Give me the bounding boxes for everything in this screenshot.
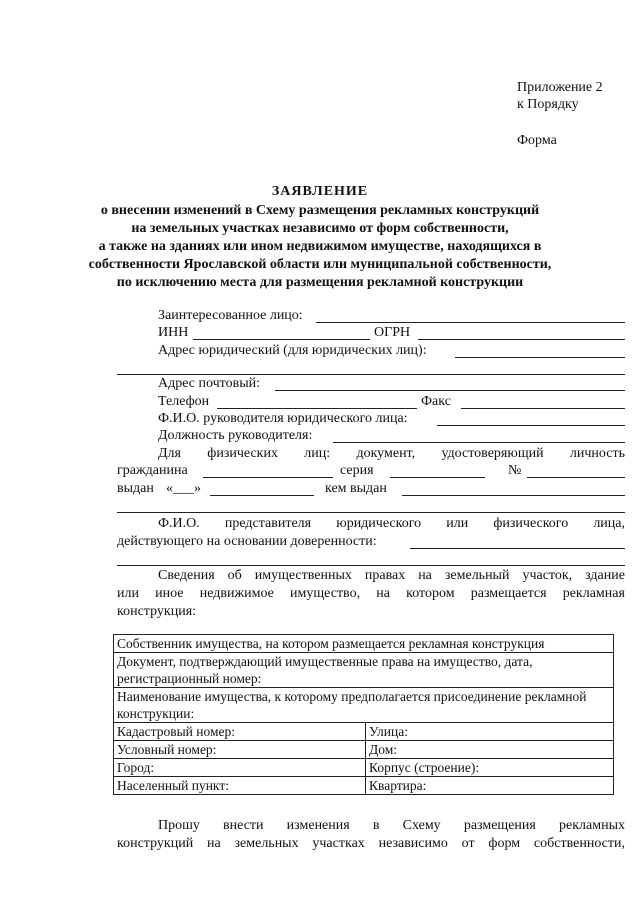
property-word: участок, bbox=[522, 568, 573, 583]
title-line-4: собственности Ярославской области или муниципальной собственности, bbox=[88, 257, 552, 272]
table-row bbox=[114, 653, 614, 688]
property-word: котором bbox=[406, 586, 455, 601]
citizen-label: гражданина bbox=[117, 463, 188, 478]
table-row bbox=[114, 723, 614, 741]
building-cell[interactable]: Корпус (строение): bbox=[366, 759, 614, 777]
request-line-1 bbox=[158, 818, 625, 834]
property-word: иное bbox=[155, 586, 184, 601]
request-word: в bbox=[372, 818, 380, 833]
representative-word: представителя bbox=[224, 516, 312, 531]
document-title: ЗАЯВЛЕНИЕ bbox=[271, 184, 369, 199]
order-label: к Порядку bbox=[517, 97, 579, 112]
representative-word: или bbox=[446, 516, 469, 531]
individuals-word: личность bbox=[569, 446, 625, 461]
request-word: собственности, bbox=[533, 836, 625, 851]
request-word: рекламных bbox=[559, 818, 625, 833]
head-position-field[interactable] bbox=[333, 442, 625, 443]
representative-word: физического bbox=[493, 516, 569, 531]
property-table bbox=[113, 634, 614, 795]
interested-party-label: Заинтересованное лицо: bbox=[158, 308, 303, 323]
fax-field[interactable] bbox=[461, 408, 625, 409]
property-rights-line-3: конструкция: bbox=[117, 604, 197, 619]
property-word: земельный bbox=[444, 568, 510, 583]
property-word: размещается bbox=[470, 586, 547, 601]
request-word: независимо bbox=[378, 836, 448, 851]
property-rights-line-2 bbox=[117, 586, 625, 602]
property-word: недвижимое bbox=[199, 586, 274, 601]
request-word: изменения bbox=[286, 818, 350, 833]
issued-date-day[interactable]: «___» bbox=[166, 481, 201, 496]
request-word: на bbox=[206, 836, 221, 851]
legal-address-label: Адрес юридический (для юридических лиц): bbox=[158, 343, 427, 358]
request-word: участках bbox=[312, 836, 365, 851]
individuals-line bbox=[158, 446, 625, 462]
request-word: размещения bbox=[463, 818, 536, 833]
title-line-2: на земельных участках независимо от форм собственности, bbox=[131, 221, 509, 236]
representative-line bbox=[158, 516, 625, 532]
interested-party-field[interactable] bbox=[316, 322, 625, 323]
representative-word: Ф.И.О. bbox=[158, 516, 200, 531]
request-word: от bbox=[461, 836, 475, 851]
property-word: правах bbox=[364, 568, 406, 583]
series-label: серия bbox=[340, 463, 374, 478]
table-row bbox=[114, 759, 614, 777]
property-word: Сведения bbox=[158, 568, 215, 583]
conditional-number-cell[interactable]: Условный номер: bbox=[114, 741, 366, 759]
ogrn-field[interactable] bbox=[418, 339, 625, 340]
property-word: на bbox=[418, 568, 432, 583]
legal-address-field-continued[interactable] bbox=[117, 374, 625, 375]
request-word: Прошу bbox=[158, 818, 200, 833]
document-type-field[interactable] bbox=[203, 477, 333, 478]
property-word: имущественных bbox=[254, 568, 352, 583]
form-label: Форма bbox=[517, 133, 557, 148]
representative-word: юридического bbox=[336, 516, 422, 531]
individuals-word: Для bbox=[158, 446, 181, 461]
postal-address-field[interactable] bbox=[275, 390, 625, 391]
postal-address-label: Адрес почтовый: bbox=[158, 376, 261, 391]
title-line-1: о внесении изменений в Схему размещения рекламных конструкций bbox=[100, 203, 540, 218]
property-name-cell[interactable]: Наименование имущества, к которому предполагается присоединение рекламной конструкции: bbox=[114, 688, 614, 723]
title-line-5: по исключению места для размещения рекламной конструкции bbox=[116, 275, 524, 290]
inn-field[interactable] bbox=[193, 339, 370, 340]
table-row bbox=[114, 688, 614, 723]
document-cell[interactable]: Документ, подтверждающий имущественные права на имущество, дата, регистрационный номер: bbox=[114, 653, 614, 688]
fax-label: Факс bbox=[421, 394, 451, 409]
request-word: форм bbox=[488, 836, 521, 851]
house-cell[interactable]: Дом: bbox=[366, 741, 614, 759]
appendix-label: Приложение 2 bbox=[517, 80, 603, 95]
request-word: Схему bbox=[402, 818, 441, 833]
property-word: здание bbox=[585, 568, 625, 583]
apartment-cell[interactable]: Квартира: bbox=[366, 777, 614, 795]
property-word: рекламная bbox=[562, 586, 625, 601]
individuals-word: документ, bbox=[356, 446, 416, 461]
representative-basis-label: действующего на основании доверенности: bbox=[117, 534, 377, 549]
issued-label: выдан bbox=[117, 481, 154, 496]
representative-field[interactable] bbox=[410, 548, 625, 549]
request-word: конструкций bbox=[117, 836, 194, 851]
phone-label: Телефон bbox=[158, 394, 210, 409]
table-row bbox=[114, 741, 614, 759]
settlement-cell[interactable]: Населенный пункт: bbox=[114, 777, 366, 795]
request-line-2 bbox=[117, 836, 625, 852]
property-word: или bbox=[117, 586, 139, 601]
table-row bbox=[114, 635, 614, 653]
ogrn-label: ОГРН bbox=[374, 325, 411, 340]
property-word: об bbox=[227, 568, 242, 583]
representative-field-continued[interactable] bbox=[117, 565, 625, 566]
issued-date-field[interactable] bbox=[210, 495, 314, 496]
issued-by-label: кем выдан bbox=[325, 481, 387, 496]
cadastral-cell[interactable]: Кадастровый номер: bbox=[114, 723, 366, 741]
title-line-3: а также на зданиях или ином недвижимом имуществе, находящихся в bbox=[98, 239, 542, 254]
individuals-word: лиц: bbox=[304, 446, 331, 461]
number-field[interactable] bbox=[527, 477, 625, 478]
legal-address-field[interactable] bbox=[455, 357, 625, 358]
issued-by-field[interactable] bbox=[402, 495, 625, 496]
city-cell[interactable]: Город: bbox=[114, 759, 366, 777]
phone-field[interactable] bbox=[217, 408, 417, 409]
property-rights-line-1 bbox=[158, 568, 625, 584]
head-name-field[interactable] bbox=[437, 425, 625, 426]
inn-label: ИНН bbox=[158, 325, 189, 340]
series-field[interactable] bbox=[390, 477, 485, 478]
property-word: на bbox=[376, 586, 390, 601]
number-sign-label: № bbox=[508, 463, 522, 478]
head-position-label: Должность руководителя: bbox=[158, 428, 313, 443]
request-word: земельных bbox=[234, 836, 299, 851]
representative-word: лица, bbox=[593, 516, 625, 531]
property-word: имущество, bbox=[290, 586, 361, 601]
head-name-label: Ф.И.О. руководителя юридического лица: bbox=[158, 411, 408, 426]
request-word: внести bbox=[223, 818, 264, 833]
table-row bbox=[114, 777, 614, 795]
owner-cell[interactable]: Собственник имущества, на котором размещается рекламная конструкция bbox=[114, 635, 614, 653]
issued-by-field-continued[interactable] bbox=[117, 512, 625, 513]
individuals-word: удостоверяющий bbox=[441, 446, 544, 461]
individuals-word: физических bbox=[207, 446, 278, 461]
street-cell[interactable]: Улица: bbox=[366, 723, 614, 741]
